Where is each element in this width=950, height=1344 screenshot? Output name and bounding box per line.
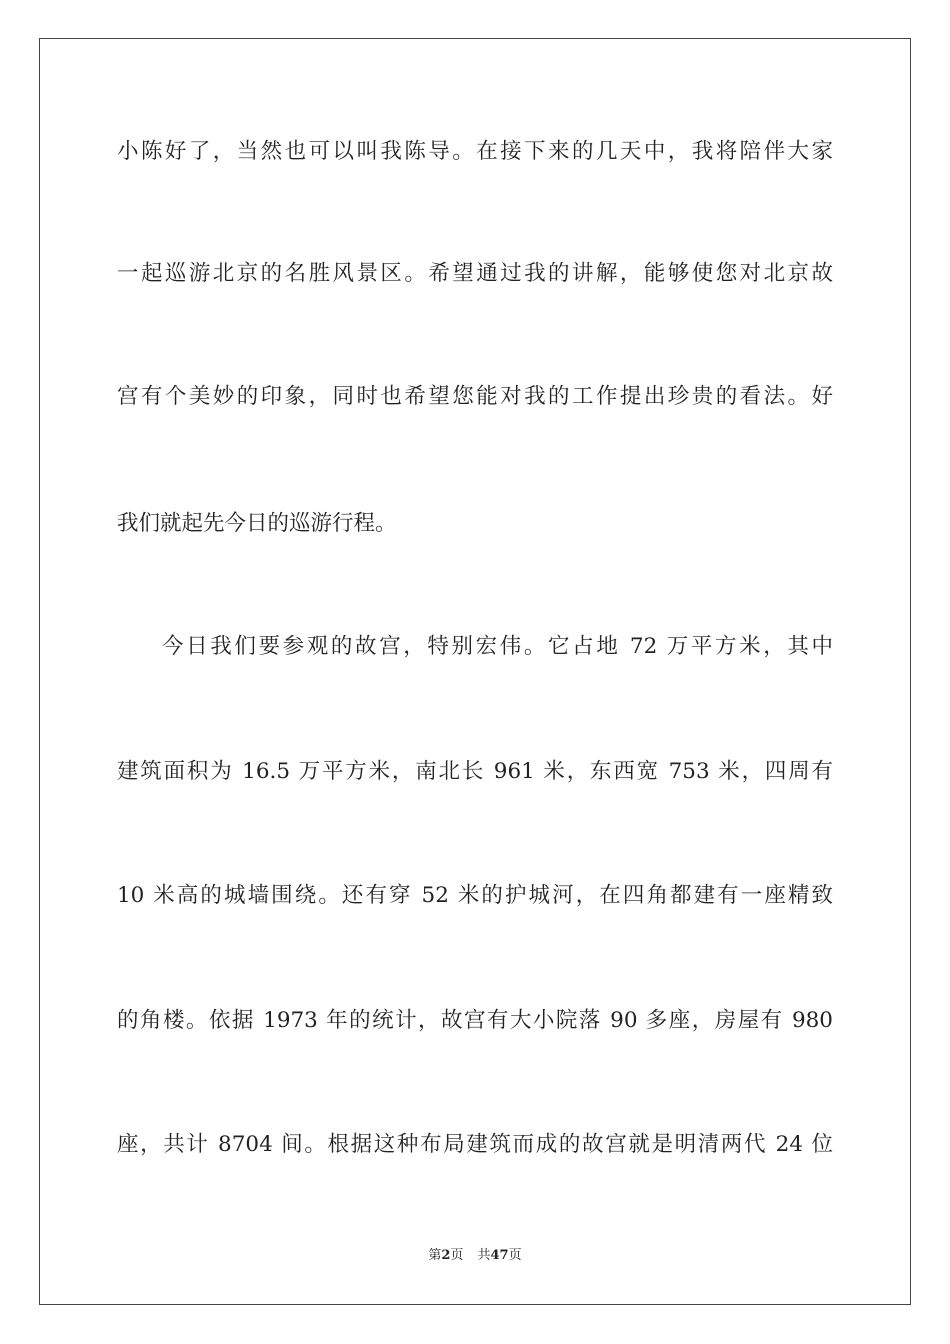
- text-line-3: 宫有个美妙的印象，同时也希望您能对我的工作提出珍贵的看法。好: [117, 384, 833, 409]
- text-line-9: 座，共计 8704 间。根据这种布局建筑而成的故宫就是明清两代 24 位: [117, 1132, 833, 1157]
- page-border: [39, 38, 911, 1305]
- page-footer: [0, 1247, 950, 1265]
- text-line-1: 小陈好了，当然也可以叫我陈导。在接下来的几天中，我将陪伴大家: [117, 139, 833, 164]
- text-line-5: 今日我们要参观的故宫，特别宏伟。它占地 72 万平方米，其中: [162, 634, 833, 659]
- text-line-6: 建筑面积为 16.5 万平方米，南北长 961 米，东西宽 753 米，四周有: [117, 759, 833, 784]
- page-number: 2: [441, 1248, 451, 1263]
- page-suffix: 页: [450, 1248, 464, 1263]
- text-line-7: 10 米高的城墙围绕。还有穿 52 米的护城河，在四角都建有一座精致: [117, 883, 833, 908]
- text-line-4: 我们就起先今日的巡游行程。: [117, 511, 397, 536]
- total-suffix: 页: [508, 1248, 522, 1263]
- text-line-8: 的角楼。依据 1973 年的统计，故宫有大小院落 90 多座，房屋有 980: [117, 1008, 833, 1033]
- text-line-2: 一起巡游北京的名胜风景区。希望通过我的讲解，能够使您对北京故: [117, 261, 833, 286]
- total-pages: 47: [490, 1248, 509, 1263]
- total-prefix: 共: [477, 1248, 491, 1263]
- page-prefix: 第: [428, 1248, 442, 1263]
